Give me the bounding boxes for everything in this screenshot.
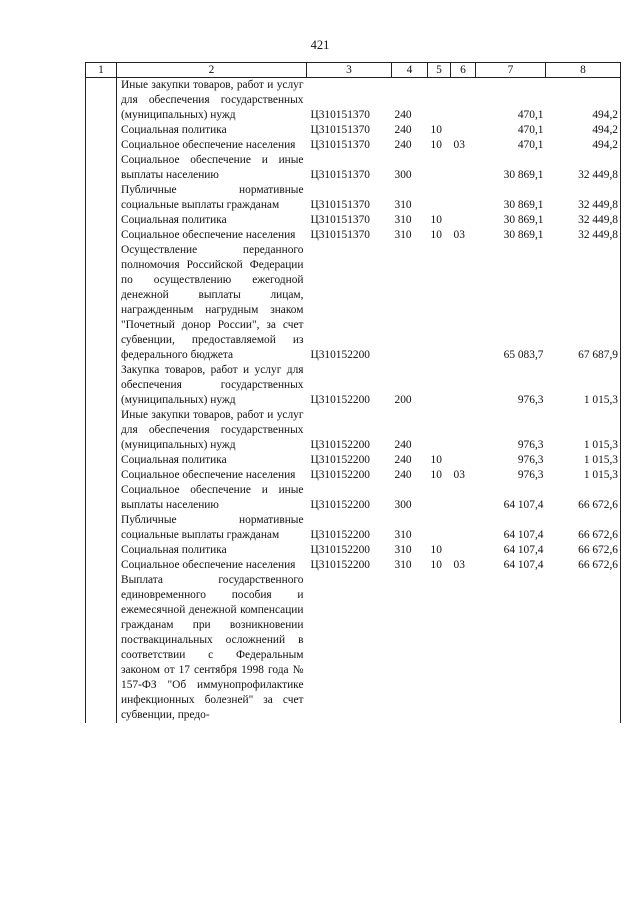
row-subsection <box>451 573 476 723</box>
table-row <box>86 513 621 543</box>
row-subsection <box>451 513 476 543</box>
row-code: Ц310152200 <box>310 469 370 481</box>
row-value-2024: 66 672,6 <box>546 483 621 513</box>
table-row <box>86 558 621 573</box>
row-code: Ц310152200 <box>310 559 370 571</box>
column-header: 4 <box>392 63 428 78</box>
row-expense-type: 310 <box>394 544 412 556</box>
row-expense-type: 240 <box>394 124 412 136</box>
row-section: 10 <box>430 214 442 226</box>
row-section <box>428 573 451 723</box>
row-expense-type: 240 <box>394 454 412 466</box>
row-expense-type: 310 <box>394 559 412 571</box>
row-value-2024: 66 672,6 <box>546 513 621 543</box>
row-code: Ц310152200 <box>310 394 370 406</box>
row-expense-type: 300 <box>394 499 412 511</box>
row-code: Ц310152200 <box>310 529 370 541</box>
table-row <box>86 468 621 483</box>
row-value-2023: 65 083,7 <box>503 349 544 361</box>
row-index-cell <box>86 513 117 543</box>
row-code: Ц310151370 <box>310 109 370 121</box>
column-header: 3 <box>307 63 392 78</box>
row-value-2023: 976,3 <box>517 469 544 481</box>
table-row <box>86 153 621 183</box>
row-value-2023: 30 869,1 <box>503 229 544 241</box>
row-code: Ц310152200 <box>310 499 370 511</box>
row-value-2023 <box>476 573 546 723</box>
column-header: 1 <box>86 63 117 78</box>
row-section: 10 <box>430 229 442 241</box>
row-expense-type: 240 <box>394 439 412 451</box>
row-value-2023: 64 107,4 <box>503 529 544 541</box>
row-index-cell <box>86 228 117 243</box>
column-header: 5 <box>428 63 451 78</box>
row-expense-type: 240 <box>394 109 412 121</box>
column-header: 7 <box>476 63 546 78</box>
row-value-2023: 976,3 <box>517 394 544 406</box>
row-value-2023: 30 869,1 <box>503 214 544 226</box>
row-name: Закупка товаров, работ и услуг для обеспечения государственных (муниципальных) нужд <box>117 363 307 408</box>
row-value-2024: 1 015,3 <box>546 408 621 453</box>
row-value-2023: 30 869,1 <box>503 199 544 211</box>
row-index-cell <box>86 558 117 573</box>
row-section <box>428 363 451 408</box>
row-name: Социальная политика <box>117 453 307 468</box>
row-value-2024: 32 449,8 <box>546 213 621 228</box>
row-expense-type: 240 <box>394 469 412 481</box>
row-section: 10 <box>430 454 442 466</box>
row-value-2024: 1 015,3 <box>546 468 621 483</box>
row-code: Ц310151370 <box>310 169 370 181</box>
row-index-cell <box>86 213 117 228</box>
row-section <box>428 243 451 363</box>
row-name: Публичные нормативные социальные выплаты гражданам <box>117 183 307 213</box>
row-name: Социальное обеспечение населения <box>117 558 307 573</box>
row-section <box>428 153 451 183</box>
row-section: 10 <box>430 124 442 136</box>
row-name: Иные закупки товаров, работ и услуг для обеспечения государственных (муниципальных) нужд <box>117 408 307 453</box>
row-subsection <box>451 483 476 513</box>
row-expense-type <box>392 573 428 723</box>
row-name: Выплата государственного единовременного пособия и ежемесячной денежной компенсации гражданам при возникновении поствакцинальных осложнений в соответствии с Федеральным законом от 17 сентября 1998 года № 157-ФЗ "Об иммунопрофилактике инфекционных болезней" за счет субвенции, предо- <box>117 573 307 723</box>
row-code: Ц310152200 <box>310 454 370 466</box>
table-row <box>86 453 621 468</box>
row-expense-type <box>392 243 428 363</box>
row-subsection <box>451 213 476 228</box>
row-subsection <box>451 453 476 468</box>
row-index-cell <box>86 183 117 213</box>
row-section <box>428 483 451 513</box>
row-subsection <box>451 363 476 408</box>
row-index-cell <box>86 138 117 153</box>
row-subsection <box>451 543 476 558</box>
row-value-2024 <box>546 573 621 723</box>
table-row <box>86 123 621 138</box>
table-row <box>86 483 621 513</box>
table-row <box>86 183 621 213</box>
row-section <box>428 78 451 124</box>
page-number: 421 <box>310 38 330 52</box>
row-value-2023: 470,1 <box>517 124 544 136</box>
row-value-2024: 494,2 <box>546 123 621 138</box>
row-subsection: 03 <box>453 139 465 151</box>
row-index-cell <box>86 243 117 363</box>
row-expense-type: 310 <box>394 529 412 541</box>
row-expense-type: 310 <box>394 214 412 226</box>
row-subsection: 03 <box>453 559 465 571</box>
row-subsection: 03 <box>453 469 465 481</box>
row-code: Ц310151370 <box>310 214 370 226</box>
row-expense-type: 300 <box>394 169 412 181</box>
row-value-2024: 1 015,3 <box>546 363 621 408</box>
row-name: Социальная политика <box>117 543 307 558</box>
column-header: 2 <box>117 63 307 78</box>
row-index-cell <box>86 543 117 558</box>
row-code: Ц310151370 <box>310 229 370 241</box>
row-section: 10 <box>430 469 442 481</box>
row-expense-type: 240 <box>394 139 412 151</box>
table-row <box>86 543 621 558</box>
row-section <box>428 183 451 213</box>
header-row <box>86 63 621 78</box>
row-section: 10 <box>430 559 442 571</box>
row-section: 10 <box>430 544 442 556</box>
row-value-2024: 494,2 <box>546 78 621 124</box>
row-name: Иные закупки товаров, работ и услуг для обеспечения государственных (муниципальных) нужд <box>117 78 307 124</box>
table-row <box>86 243 621 363</box>
row-name: Публичные нормативные социальные выплаты гражданам <box>117 513 307 543</box>
row-value-2024: 32 449,8 <box>546 153 621 183</box>
column-header: 6 <box>451 63 476 78</box>
row-name: Осуществление переданного полномочия Российской Федерации по осуществлению ежегодной денежной выплаты лицам, награжденным нагрудным знаком "Почетный донор России", за счет субвенции, предоставляемой из федерального бюджета <box>117 243 307 363</box>
row-value-2024: 494,2 <box>546 138 621 153</box>
budget-table <box>85 62 621 723</box>
row-subsection <box>451 183 476 213</box>
row-index-cell <box>86 408 117 453</box>
row-code <box>307 573 392 723</box>
row-code: Ц310151370 <box>310 199 370 211</box>
row-value-2024: 32 449,8 <box>546 183 621 213</box>
row-subsection <box>451 123 476 138</box>
row-name: Социальное обеспечение и иные выплаты населению <box>117 153 307 183</box>
row-subsection: 03 <box>453 229 465 241</box>
row-value-2023: 30 869,1 <box>503 169 544 181</box>
row-expense-type: 310 <box>394 229 412 241</box>
row-subsection <box>451 78 476 124</box>
row-index-cell <box>86 483 117 513</box>
table-row <box>86 573 621 723</box>
row-value-2024: 66 672,6 <box>546 543 621 558</box>
row-expense-type: 200 <box>394 394 412 406</box>
row-name: Социальная политика <box>117 123 307 138</box>
table-row <box>86 213 621 228</box>
row-name: Социальное обеспечение населения <box>117 228 307 243</box>
row-code: Ц310151370 <box>310 139 370 151</box>
row-code: Ц310152200 <box>310 544 370 556</box>
row-subsection <box>451 243 476 363</box>
row-code: Ц310151370 <box>310 124 370 136</box>
column-header: 8 <box>546 63 621 78</box>
row-code: Ц310152200 <box>310 349 370 361</box>
row-name: Социальное обеспечение населения <box>117 138 307 153</box>
table-row <box>86 138 621 153</box>
row-value-2024: 66 672,6 <box>546 558 621 573</box>
row-index-cell <box>86 363 117 408</box>
row-value-2024: 67 687,9 <box>546 243 621 363</box>
table-row <box>86 228 621 243</box>
table-row <box>86 408 621 453</box>
row-section: 10 <box>430 139 442 151</box>
row-name: Социальное обеспечение населения <box>117 468 307 483</box>
row-section <box>428 513 451 543</box>
row-value-2023: 64 107,4 <box>503 544 544 556</box>
row-section <box>428 408 451 453</box>
row-value-2023: 470,1 <box>517 109 544 121</box>
row-value-2023: 470,1 <box>517 139 544 151</box>
row-subsection <box>451 408 476 453</box>
table-row <box>86 78 621 124</box>
row-index-cell <box>86 78 117 124</box>
row-index-cell <box>86 123 117 138</box>
row-value-2024: 32 449,8 <box>546 228 621 243</box>
table-row <box>86 363 621 408</box>
row-value-2023: 976,3 <box>517 454 544 466</box>
row-subsection <box>451 153 476 183</box>
row-name: Социальное обеспечение и иные выплаты населению <box>117 483 307 513</box>
row-index-cell <box>86 453 117 468</box>
row-index-cell <box>86 573 117 723</box>
row-value-2023: 64 107,4 <box>503 499 544 511</box>
row-code: Ц310152200 <box>310 439 370 451</box>
row-value-2023: 976,3 <box>517 439 544 451</box>
row-value-2023: 64 107,4 <box>503 559 544 571</box>
row-value-2024: 1 015,3 <box>546 453 621 468</box>
row-expense-type: 310 <box>394 199 412 211</box>
row-index-cell <box>86 153 117 183</box>
row-name: Социальная политика <box>117 213 307 228</box>
row-index-cell <box>86 468 117 483</box>
